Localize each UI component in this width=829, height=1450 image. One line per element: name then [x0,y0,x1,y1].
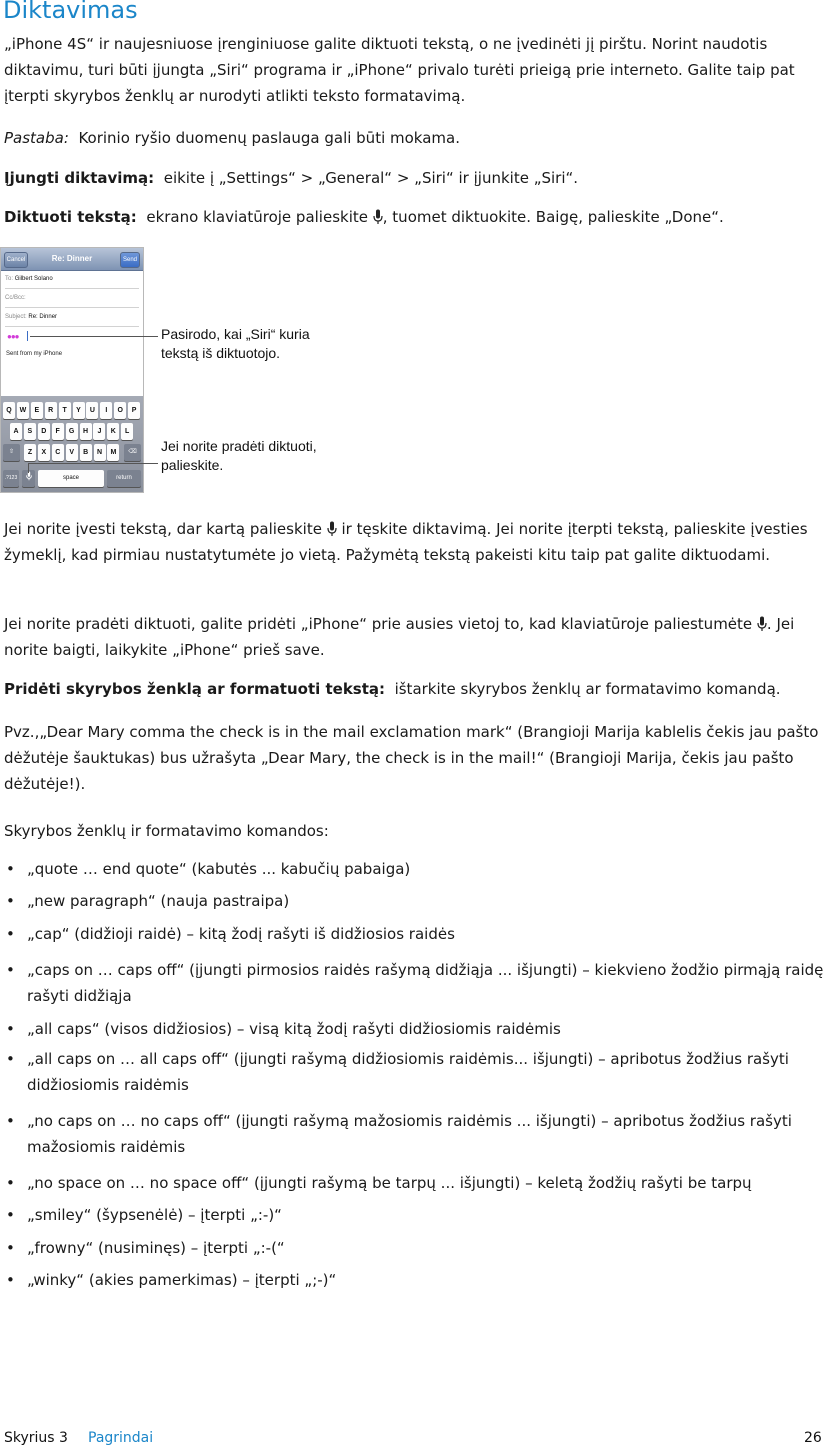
bullet-glyph: • [6,1174,15,1192]
callout-siri-line1: Pasirodo, kai „Siri“ kuria [161,326,310,342]
enable-paragraph [4,165,826,191]
list-item-text: „quote … end quote“ (kabutės ... kabučių pabaiga) [27,860,411,878]
key-j[interactable]: J [93,423,105,440]
bullet-glyph: • [6,1206,15,1224]
microphone-icon [757,616,767,632]
note-paragraph [4,125,826,151]
key-w[interactable]: W [17,402,29,419]
key-i[interactable]: I [100,402,112,419]
iphone-screenshot [0,247,144,493]
list-item-text: „all caps on … all caps off“ (įjungti rašymą didžiosiomis raidėmis... išjungti) – apribotus žodžius rašyti didžiosiomis raidėmis [27,1050,789,1094]
insert-text-paragraph [4,516,826,568]
list-item [4,1016,826,1042]
page-title: Diktavimas [3,0,138,24]
key-a[interactable]: A [10,423,22,440]
bullet-glyph: • [6,1050,15,1068]
note-text: Korinio ryšio duomenų paslauga gali būti mokama. [78,129,460,147]
key-r[interactable]: R [45,402,57,419]
punctuation-paragraph [4,676,826,702]
subject-field[interactable] [5,308,139,327]
list-item-text: „smiley“ (šypsenėlė) – įterpti „:-)“ [27,1206,282,1224]
enable-label: Įjungti diktavimą: [4,169,155,187]
key-e[interactable]: E [31,402,43,419]
list-item-text: „all caps“ (visos didžiosios) – visą kitą žodį rašyti didžiosiomis raidėmis [27,1020,561,1038]
bullet-glyph: • [6,1020,15,1038]
callout-mic-line2: palieskite. [161,457,224,473]
subject-label: Subject: [5,314,27,320]
list-item-text: „frowny“ (nusiminęs) – įterpti „:-(“ [27,1239,285,1257]
list-item [4,1046,826,1098]
key-q[interactable]: Q [3,402,15,419]
bullet-glyph: • [6,860,15,878]
key-y[interactable]: Y [73,402,85,419]
signature-text: Sent from my iPhone [6,351,63,357]
dictate-label: Diktuoti tekstą: [4,208,137,226]
cc-field[interactable] [5,289,139,308]
key-s[interactable]: S [24,423,36,440]
microphone-icon [373,209,383,225]
note-label: Pastaba: [4,129,69,147]
subject-value: Re: Dinner [28,314,58,320]
bullet-glyph: • [6,1271,15,1289]
page-number: 26 [804,1430,822,1446]
punct-label: Pridėti skyrybos ženklą ar formatuoti tekstą: [4,680,386,698]
dictate-text-after: , tuomet diktuokite. Baigę, palieskite „Done“. [382,208,724,226]
key-n[interactable]: N [94,444,106,461]
delete-key[interactable]: ⌫ [124,444,141,461]
list-item-text: „winky“ (akies pamerkimas) – įterpti „;-)“ [27,1271,337,1289]
dictate-text-before: ekrano klaviatūroje palieskite [146,208,368,226]
enable-text: eikite į „Settings“ > „General“ > „Siri“ ir įjunkite „Siri“. [163,169,579,187]
para1-after: ir tęskite diktavimą. Jei norite įterpti tekstą, palieskite įvesties žymeklį, kad pirmiau nustatytumėte jo vietą. Pažymėtą tekstą pakeisti kitu taip pat galite diktuodami. [4,520,808,564]
footer-chapter: Skyrius 3 [4,1430,68,1446]
dictation-dots: ●●● [7,332,19,341]
key-g[interactable]: G [66,423,78,440]
ear-paragraph [4,611,826,663]
key-v[interactable]: V [66,444,78,461]
list-item-text: „caps on … caps off“ (įjungti pirmosios raidės rašymą didžiąja ... išjungti) – kiekvieno žodžio pirmąją raidę rašyti didžiąja [27,961,824,1005]
shift-key[interactable]: ⇧ [3,444,20,461]
list-item [4,957,826,1009]
example-paragraph: Pvz.,„Dear Mary comma the check is in the mail exclamation mark“ (Brangioji Marija kablelis čekis jau pašto dėžutėje šauktukas) bus užrašyta „Dear Mary, the check is in the mail!“ (Brangioji Marija, čekis jau pašto dėžutėje!). [4,723,819,793]
key-b[interactable]: B [80,444,92,461]
key-x[interactable]: X [38,444,50,461]
list-item [4,888,826,914]
cancel-button[interactable]: Cancel [4,252,28,268]
commands-heading: Skyrybos ženklų ir formatavimo komandos: [4,822,329,840]
key-k[interactable]: K [107,423,119,440]
footer-section: Pagrindai [88,1430,154,1446]
punct-text: ištarkite skyrybos ženklų ar formatavimo komandą. [394,680,781,698]
microphone-icon [327,521,337,537]
bullet-glyph: • [6,925,15,943]
key-o[interactable]: O [114,402,126,419]
list-item-text: „no caps on … no caps off“ (įjungti rašymą mažosiomis raidėmis ... išjungti) – apribotus žodžius rašyti mažosiomis raidėmis [27,1112,792,1156]
bullet-glyph: • [6,1239,15,1257]
list-item [4,921,826,947]
list-item [4,1267,826,1293]
list-item [4,1202,826,1228]
to-value: Gilbert Solano [14,276,53,282]
numbers-key[interactable]: .?123 [3,470,19,487]
space-key[interactable]: space [38,470,104,487]
callout-mic [161,437,317,475]
list-item [4,1170,826,1196]
key-f[interactable]: F [52,423,64,440]
callout-line-dots [30,336,158,337]
key-l[interactable]: L [121,423,133,440]
to-field[interactable] [5,270,139,289]
keyboard [1,396,143,492]
list-item-text: „no space on … no space off“ (įjungti rašymą be tarpų ... išjungti) – keletą žodžių rašyti be tarpų [27,1174,752,1192]
bullet-glyph: • [6,1112,15,1130]
callout-siri-line2: tekstą iš diktuotojo. [161,345,281,361]
callout-mic-line1: Jei norite pradėti diktuoti, [161,438,317,454]
return-key[interactable]: return [107,470,141,487]
list-item [4,1108,826,1160]
text-cursor [27,331,28,341]
key-m[interactable]: M [107,444,119,461]
cc-label: Cc/Bcc: [5,295,26,301]
key-u[interactable]: U [86,402,98,419]
para2-before: Jei norite pradėti diktuoti, galite pridėti „iPhone“ prie ausies vietoj to, kad klaviatūroje paliestumėte [4,615,753,633]
bullet-glyph: • [6,892,15,910]
callout-line-mic-drop [28,463,29,473]
to-label: To: [5,276,14,282]
para1-before: Jei norite įvesti tekstą, dar kartą palieskite [4,520,322,538]
mail-title: Re: Dinner [51,254,93,263]
bullet-glyph: • [6,961,15,979]
key-c[interactable]: C [52,444,64,461]
key-t[interactable]: T [59,402,71,419]
key-d[interactable]: D [38,423,50,440]
list-item [4,856,826,882]
mail-navbar [1,248,143,271]
callout-line-mic [28,463,158,464]
list-item-text: „new paragraph“ (nauja pastraipa) [27,892,290,910]
dictation-figure [0,247,336,493]
list-item-text: „cap“ (didžioji raidė) – kitą žodį rašyti iš didžiosios raidės [27,925,455,943]
microphone-key-icon [26,471,32,489]
para2-after: . Jei norite baigti, laikykite „iPhone“ prieš save. [4,615,795,659]
key-p[interactable]: P [128,402,140,419]
key-z[interactable]: Z [24,444,36,461]
send-button[interactable]: Send [120,252,140,268]
intro-paragraph: „iPhone 4S“ ir naujesniuose įrenginiuose galite diktuoti tekstą, o ne įvedinėti jį pirštu. Norint naudotis diktavimu, turi būti įjungta „Siri“ programa ir „iPhone“ privalo turėti prieigą prie interneto. Galite taip pat įterpti skyrybos ženklų ar nurodyti atlikti teksto formatavimą. [4,35,795,105]
callout-siri [161,325,310,363]
dictate-paragraph [4,204,826,230]
list-item [4,1235,826,1261]
key-h[interactable]: H [80,423,92,440]
